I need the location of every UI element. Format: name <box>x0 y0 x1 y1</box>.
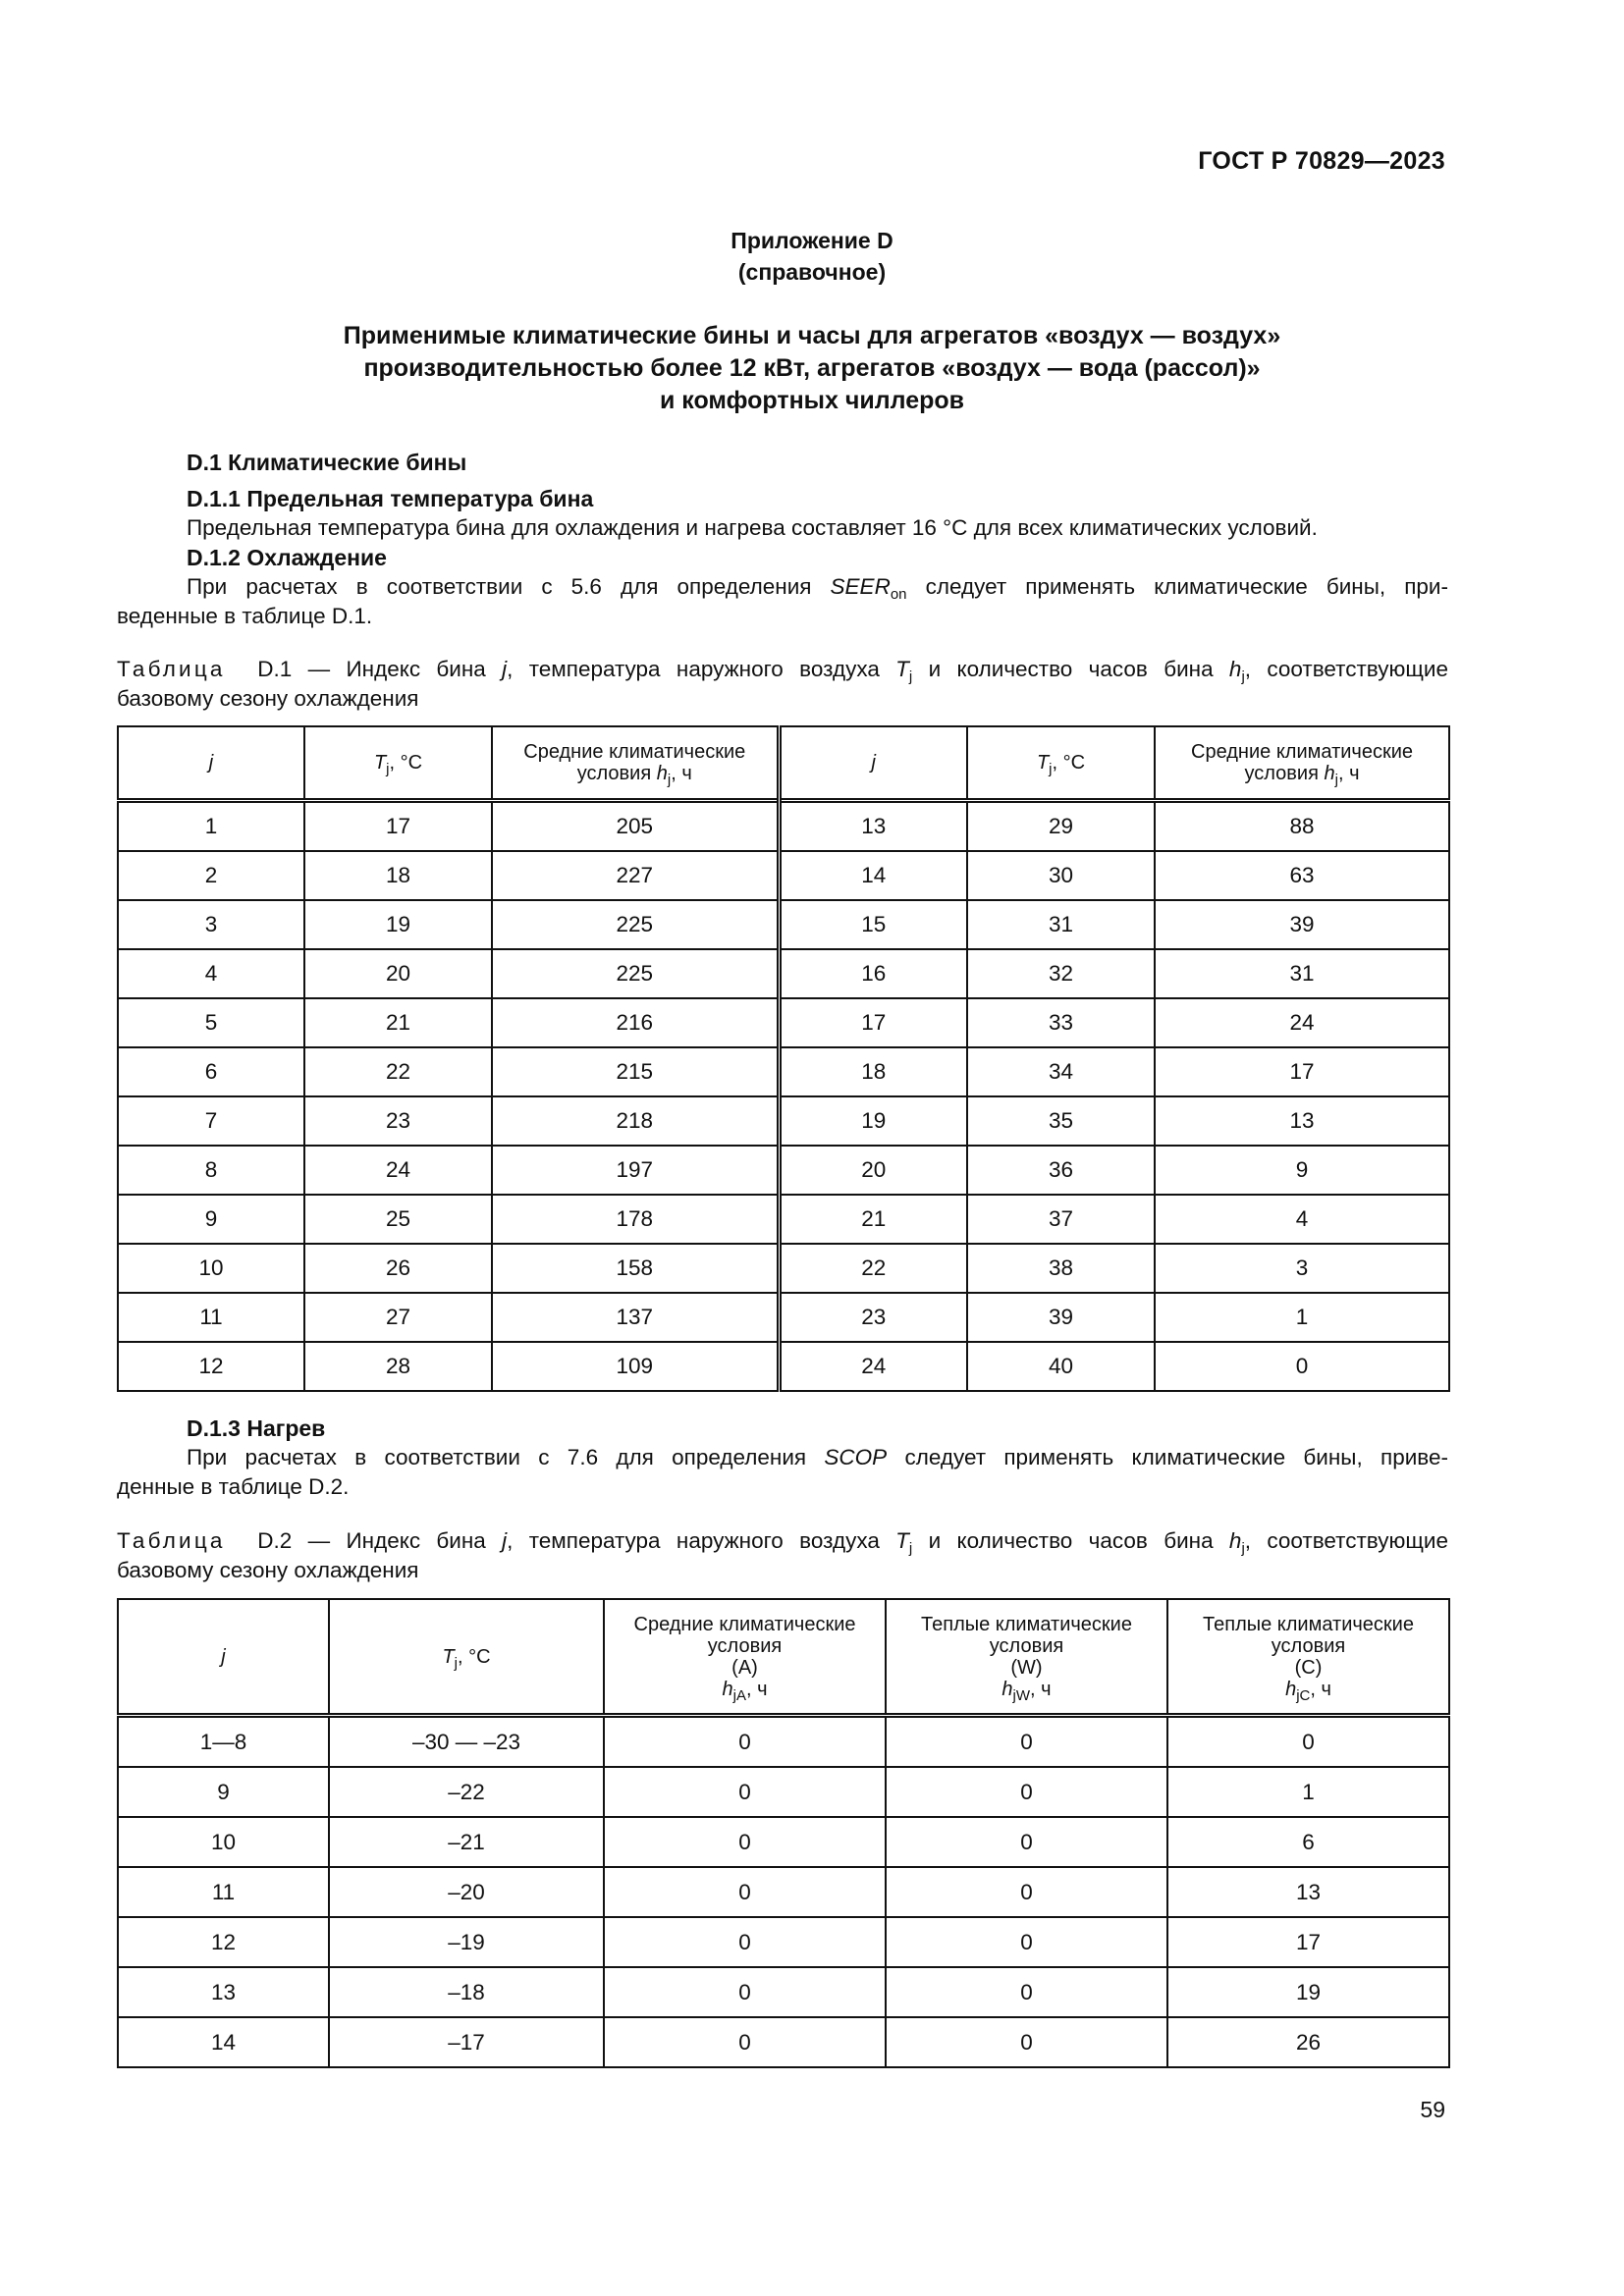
table-cell: 178 <box>492 1195 779 1244</box>
table-cell: 39 <box>967 1293 1155 1342</box>
table-cell: 21 <box>304 998 492 1047</box>
section-d12-text <box>117 572 1448 631</box>
table-cell: 17 <box>1155 1047 1449 1096</box>
header-text: Теплые климатические <box>1203 1613 1414 1635</box>
table-cell: –18 <box>329 1967 604 2017</box>
table-cell: 20 <box>304 949 492 998</box>
subscript: j <box>908 668 913 685</box>
table-cell: 9 <box>118 1767 329 1817</box>
table-cell: 11 <box>118 1867 329 1917</box>
header-text: условия <box>707 1634 783 1657</box>
table-row <box>118 2017 1449 2067</box>
text-run: , температура наружного воздуха <box>507 1528 896 1553</box>
header-text: (C) <box>1294 1656 1323 1679</box>
table-cell: 30 <box>967 851 1155 900</box>
table-cell: 18 <box>304 851 492 900</box>
table-cell: 7 <box>118 1096 304 1146</box>
table-row <box>118 1342 1449 1391</box>
table-cell: 215 <box>492 1047 779 1096</box>
table-cell: 22 <box>779 1244 967 1293</box>
table-cell: 3 <box>1155 1244 1449 1293</box>
table-cell: 40 <box>967 1342 1155 1391</box>
table-cell: 197 <box>492 1146 779 1195</box>
table-cell: 0 <box>886 1716 1167 1768</box>
text-run: При расчетах в соответствии с 7.6 для определения <box>187 1445 825 1469</box>
table-cell: 19 <box>304 900 492 949</box>
table-row <box>118 801 1449 852</box>
section-d12-heading: D.1.2 Охлаждение <box>187 545 387 570</box>
table-cell: 13 <box>779 801 967 852</box>
header-text: j <box>221 1645 226 1668</box>
table-cell: 2 <box>118 851 304 900</box>
header-text: Средние климатические <box>633 1613 856 1635</box>
symbol-h: h <box>1228 657 1242 681</box>
table-cell: 10 <box>118 1817 329 1867</box>
header-text: (A) <box>731 1656 758 1679</box>
table-cell: 1 <box>1167 1767 1449 1817</box>
subscript: jC <box>1296 1686 1311 1704</box>
page-number: 59 <box>1420 2097 1445 2122</box>
subscript: j <box>386 761 390 777</box>
annex-heading-line: производительностью более 12 кВт, агрегатов «воздух — вода (рассол)» <box>363 354 1261 382</box>
table-cell: –17 <box>329 2017 604 2067</box>
table-cell: –22 <box>329 1767 604 1817</box>
table-cell: 9 <box>118 1195 304 1244</box>
symbol-T: T <box>895 657 909 681</box>
table-cell: 0 <box>604 1767 886 1817</box>
subscript: j <box>1241 668 1245 685</box>
table-cell: 0 <box>886 1767 1167 1817</box>
table-cell: –21 <box>329 1817 604 1867</box>
header-text: , ч <box>1337 763 1360 784</box>
table-d2 <box>117 1598 1450 2068</box>
text-run: следует применять климатические бины, при- <box>906 574 1448 599</box>
table-cell: 12 <box>118 1342 304 1391</box>
section-d11-heading: D.1.1 Предельная температура бина <box>187 486 594 511</box>
table-cell: 14 <box>779 851 967 900</box>
table-cell: –30 — –23 <box>329 1716 604 1768</box>
table-cell: 32 <box>967 949 1155 998</box>
table-cell: 6 <box>118 1047 304 1096</box>
header-warm-c-hours <box>1167 1599 1449 1716</box>
table-row <box>118 851 1449 900</box>
table-cell: 31 <box>967 900 1155 949</box>
header-temperature <box>329 1599 604 1716</box>
table-cell: 1 <box>1155 1293 1449 1342</box>
table-cell: 0 <box>886 1817 1167 1867</box>
table-cell: 1—8 <box>118 1716 329 1768</box>
table-header-row <box>118 726 1449 801</box>
table-cell: 15 <box>779 900 967 949</box>
table-cell: 0 <box>604 1817 886 1867</box>
section-d13-text-line1 <box>117 1443 1448 1472</box>
header-text: условия <box>1244 763 1325 784</box>
table-cell: 0 <box>886 2017 1167 2067</box>
table-cell: 23 <box>779 1293 967 1342</box>
table-cell: 38 <box>967 1244 1155 1293</box>
table-cell: 36 <box>967 1146 1155 1195</box>
table-cell: 158 <box>492 1244 779 1293</box>
caption-word: Таблица <box>117 657 226 681</box>
table-cell: 34 <box>967 1047 1155 1096</box>
table1-caption-line1 <box>117 655 1448 684</box>
table-row <box>118 1047 1449 1096</box>
text-run: , температура наружного воздуха <box>507 657 896 681</box>
table1-caption-line2: базовому сезону охлаждения <box>117 686 419 711</box>
table-cell: 109 <box>492 1342 779 1391</box>
table-cell: 29 <box>967 801 1155 852</box>
table2-caption-line2: базовому сезону охлаждения <box>117 1558 419 1582</box>
header-text: T <box>1036 752 1050 774</box>
table-row <box>118 1767 1449 1817</box>
annex-title: Приложение D <box>731 228 893 253</box>
header-text: h <box>1324 763 1335 784</box>
table-cell: 225 <box>492 949 779 998</box>
table-cell: 205 <box>492 801 779 852</box>
table-cell: 1 <box>118 801 304 852</box>
header-text: Средние климатические <box>1191 741 1413 763</box>
table-row <box>118 998 1449 1047</box>
header-j <box>118 1599 329 1716</box>
table-cell: 0 <box>604 1917 886 1967</box>
seer-subscript: on <box>890 586 907 603</box>
table-cell: 0 <box>886 1967 1167 2017</box>
table-row <box>118 1867 1449 1917</box>
table-row <box>118 1096 1449 1146</box>
annex-heading-line: и комфортных чиллеров <box>659 387 965 414</box>
table-cell: 0 <box>886 1917 1167 1967</box>
subscript: j <box>1334 772 1338 788</box>
subscript: jA <box>732 1686 746 1704</box>
table-cell: 27 <box>304 1293 492 1342</box>
table1-caption <box>117 655 1448 714</box>
table-cell: 137 <box>492 1293 779 1342</box>
table-cell: 9 <box>1155 1146 1449 1195</box>
header-hours <box>492 726 779 801</box>
section-d13-text <box>117 1443 1448 1502</box>
table-cell: 24 <box>304 1146 492 1195</box>
table-cell: 13 <box>1167 1867 1449 1917</box>
header-text: , °С <box>389 752 423 774</box>
table-cell: 33 <box>967 998 1155 1047</box>
table-cell: 18 <box>779 1047 967 1096</box>
header-warm-w-hours <box>886 1599 1167 1716</box>
table-cell: 0 <box>604 1967 886 2017</box>
header-text: T <box>442 1645 455 1668</box>
document-code: ГОСТ Р 70829—2023 <box>1198 147 1445 175</box>
symbol-j: j <box>502 1528 508 1553</box>
table-row <box>118 1195 1449 1244</box>
symbol-h: h <box>1228 1528 1242 1553</box>
table-cell: 6 <box>1167 1817 1449 1867</box>
table-cell: 88 <box>1155 801 1449 852</box>
header-text: , ч <box>1030 1678 1052 1700</box>
table-cell: 28 <box>304 1342 492 1391</box>
table-cell: 13 <box>118 1967 329 2017</box>
header-text: условия <box>576 763 657 784</box>
header-text: h <box>656 763 668 784</box>
header-text: условия <box>989 1634 1064 1657</box>
header-text: , ч <box>671 763 692 784</box>
table-cell: 0 <box>886 1867 1167 1917</box>
table-cell: 12 <box>118 1917 329 1967</box>
table-cell: –19 <box>329 1917 604 1967</box>
section-d13-heading: D.1.3 Нагрев <box>187 1415 326 1441</box>
caption-id: D.1 <box>257 657 293 681</box>
annex-heading-line: Применимые климатические бины и часы для агрегатов «воздух — воздух» <box>343 322 1281 349</box>
header-text: j <box>871 752 876 774</box>
subscript: j <box>667 772 672 788</box>
text-run: и количество часов бина <box>912 657 1229 681</box>
table-cell: 26 <box>1167 2017 1449 2067</box>
header-j <box>118 726 304 801</box>
subscript: j <box>454 1654 458 1672</box>
header-text: T <box>373 752 387 774</box>
table-cell: 26 <box>304 1244 492 1293</box>
table-row <box>118 949 1449 998</box>
table-cell: 0 <box>604 1716 886 1768</box>
table-cell: 39 <box>1155 900 1449 949</box>
subscript: jW <box>1012 1686 1031 1704</box>
table-cell: 17 <box>304 801 492 852</box>
table-cell: 31 <box>1155 949 1449 998</box>
table-cell: 13 <box>1155 1096 1449 1146</box>
caption-id: D.2 <box>257 1528 293 1553</box>
table-cell: 63 <box>1155 851 1449 900</box>
table-cell: 4 <box>1155 1195 1449 1244</box>
header-text: , ч <box>745 1678 768 1700</box>
symbol-j: j <box>502 657 508 681</box>
table-cell: 24 <box>1155 998 1449 1047</box>
table-cell: 19 <box>1167 1967 1449 2017</box>
table-cell: 3 <box>118 900 304 949</box>
text-run: , соответствующие <box>1244 1528 1448 1553</box>
header-text: h <box>1285 1678 1297 1700</box>
annex-type: (справочное) <box>737 259 887 285</box>
table-cell: 24 <box>779 1342 967 1391</box>
table-cell: 37 <box>967 1195 1155 1244</box>
text-run: — Индекс бина <box>292 657 503 681</box>
header-text: h <box>722 1678 733 1700</box>
header-text: j <box>208 752 214 774</box>
table2-caption <box>117 1526 1448 1585</box>
scop-term: SCOP <box>824 1445 888 1469</box>
table-cell: 17 <box>1167 1917 1449 1967</box>
table-cell: 4 <box>118 949 304 998</box>
header-text: h <box>1001 1678 1013 1700</box>
table-cell: 14 <box>118 2017 329 2067</box>
header-hours <box>1155 726 1449 801</box>
section-d12-text-line1 <box>117 572 1448 602</box>
section-d12-text-line2: веденные в таблице D.1. <box>117 604 373 628</box>
table-header-row <box>118 1599 1449 1716</box>
section-d1-heading: D.1 Климатические бины <box>187 450 467 475</box>
table-cell: 11 <box>118 1293 304 1342</box>
subscript: j <box>908 1540 913 1557</box>
header-temperature <box>304 726 492 801</box>
header-j <box>779 726 967 801</box>
table-cell: 19 <box>779 1096 967 1146</box>
header-text: Средние климатические <box>523 741 746 763</box>
text-run: , соответствующие <box>1244 657 1448 681</box>
table-cell: 0 <box>604 2017 886 2067</box>
header-text: условия <box>1271 1634 1346 1657</box>
annex-heading <box>196 320 1428 417</box>
symbol-T: T <box>895 1528 909 1553</box>
header-average-hours <box>604 1599 886 1716</box>
table-cell: 227 <box>492 851 779 900</box>
table-row <box>118 1146 1449 1195</box>
header-text: Теплые климатические <box>921 1613 1132 1635</box>
header-text: , °С <box>458 1645 491 1668</box>
table-cell: 20 <box>779 1146 967 1195</box>
table-cell: 21 <box>779 1195 967 1244</box>
table-cell: –20 <box>329 1867 604 1917</box>
header-text: , ч <box>1310 1678 1331 1700</box>
text-run: следует применять климатические бины, приве- <box>887 1445 1448 1469</box>
text-run: — Индекс бина <box>292 1528 503 1553</box>
table-cell: 216 <box>492 998 779 1047</box>
caption-word: Таблица <box>117 1528 226 1553</box>
header-text: , °С <box>1052 752 1086 774</box>
table-row <box>118 1817 1449 1867</box>
table-cell: 17 <box>779 998 967 1047</box>
table-cell: 10 <box>118 1244 304 1293</box>
header-temperature <box>967 726 1155 801</box>
section-d11-text: Предельная температура бина для охлаждения и нагрева составляет 16 °С для всех климатических условий. <box>187 515 1318 540</box>
table-row <box>118 1716 1449 1768</box>
table2-caption-line1 <box>117 1526 1448 1556</box>
table-cell: 0 <box>1167 1716 1449 1768</box>
section-d13-text-line2: денные в таблице D.2. <box>117 1474 350 1499</box>
table-cell: 225 <box>492 900 779 949</box>
subscript: j <box>1241 1540 1245 1557</box>
header-text: (W) <box>1010 1656 1043 1679</box>
table-cell: 0 <box>1155 1342 1449 1391</box>
table-cell: 0 <box>604 1867 886 1917</box>
table-cell: 5 <box>118 998 304 1047</box>
text-run: При расчетах в соответствии с 5.6 для определения <box>187 574 831 599</box>
table-cell: 16 <box>779 949 967 998</box>
table-d1 <box>117 725 1450 1392</box>
table-cell: 218 <box>492 1096 779 1146</box>
table-row <box>118 1967 1449 2017</box>
table-cell: 35 <box>967 1096 1155 1146</box>
table-cell: 23 <box>304 1096 492 1146</box>
table-cell: 25 <box>304 1195 492 1244</box>
table-cell: 8 <box>118 1146 304 1195</box>
table-row <box>118 1917 1449 1967</box>
table-cell: 22 <box>304 1047 492 1096</box>
table-row <box>118 1244 1449 1293</box>
table-row <box>118 900 1449 949</box>
text-run: и количество часов бина <box>912 1528 1229 1553</box>
subscript: j <box>1049 761 1053 777</box>
table-row <box>118 1293 1449 1342</box>
seer-term: SEER <box>830 574 891 599</box>
